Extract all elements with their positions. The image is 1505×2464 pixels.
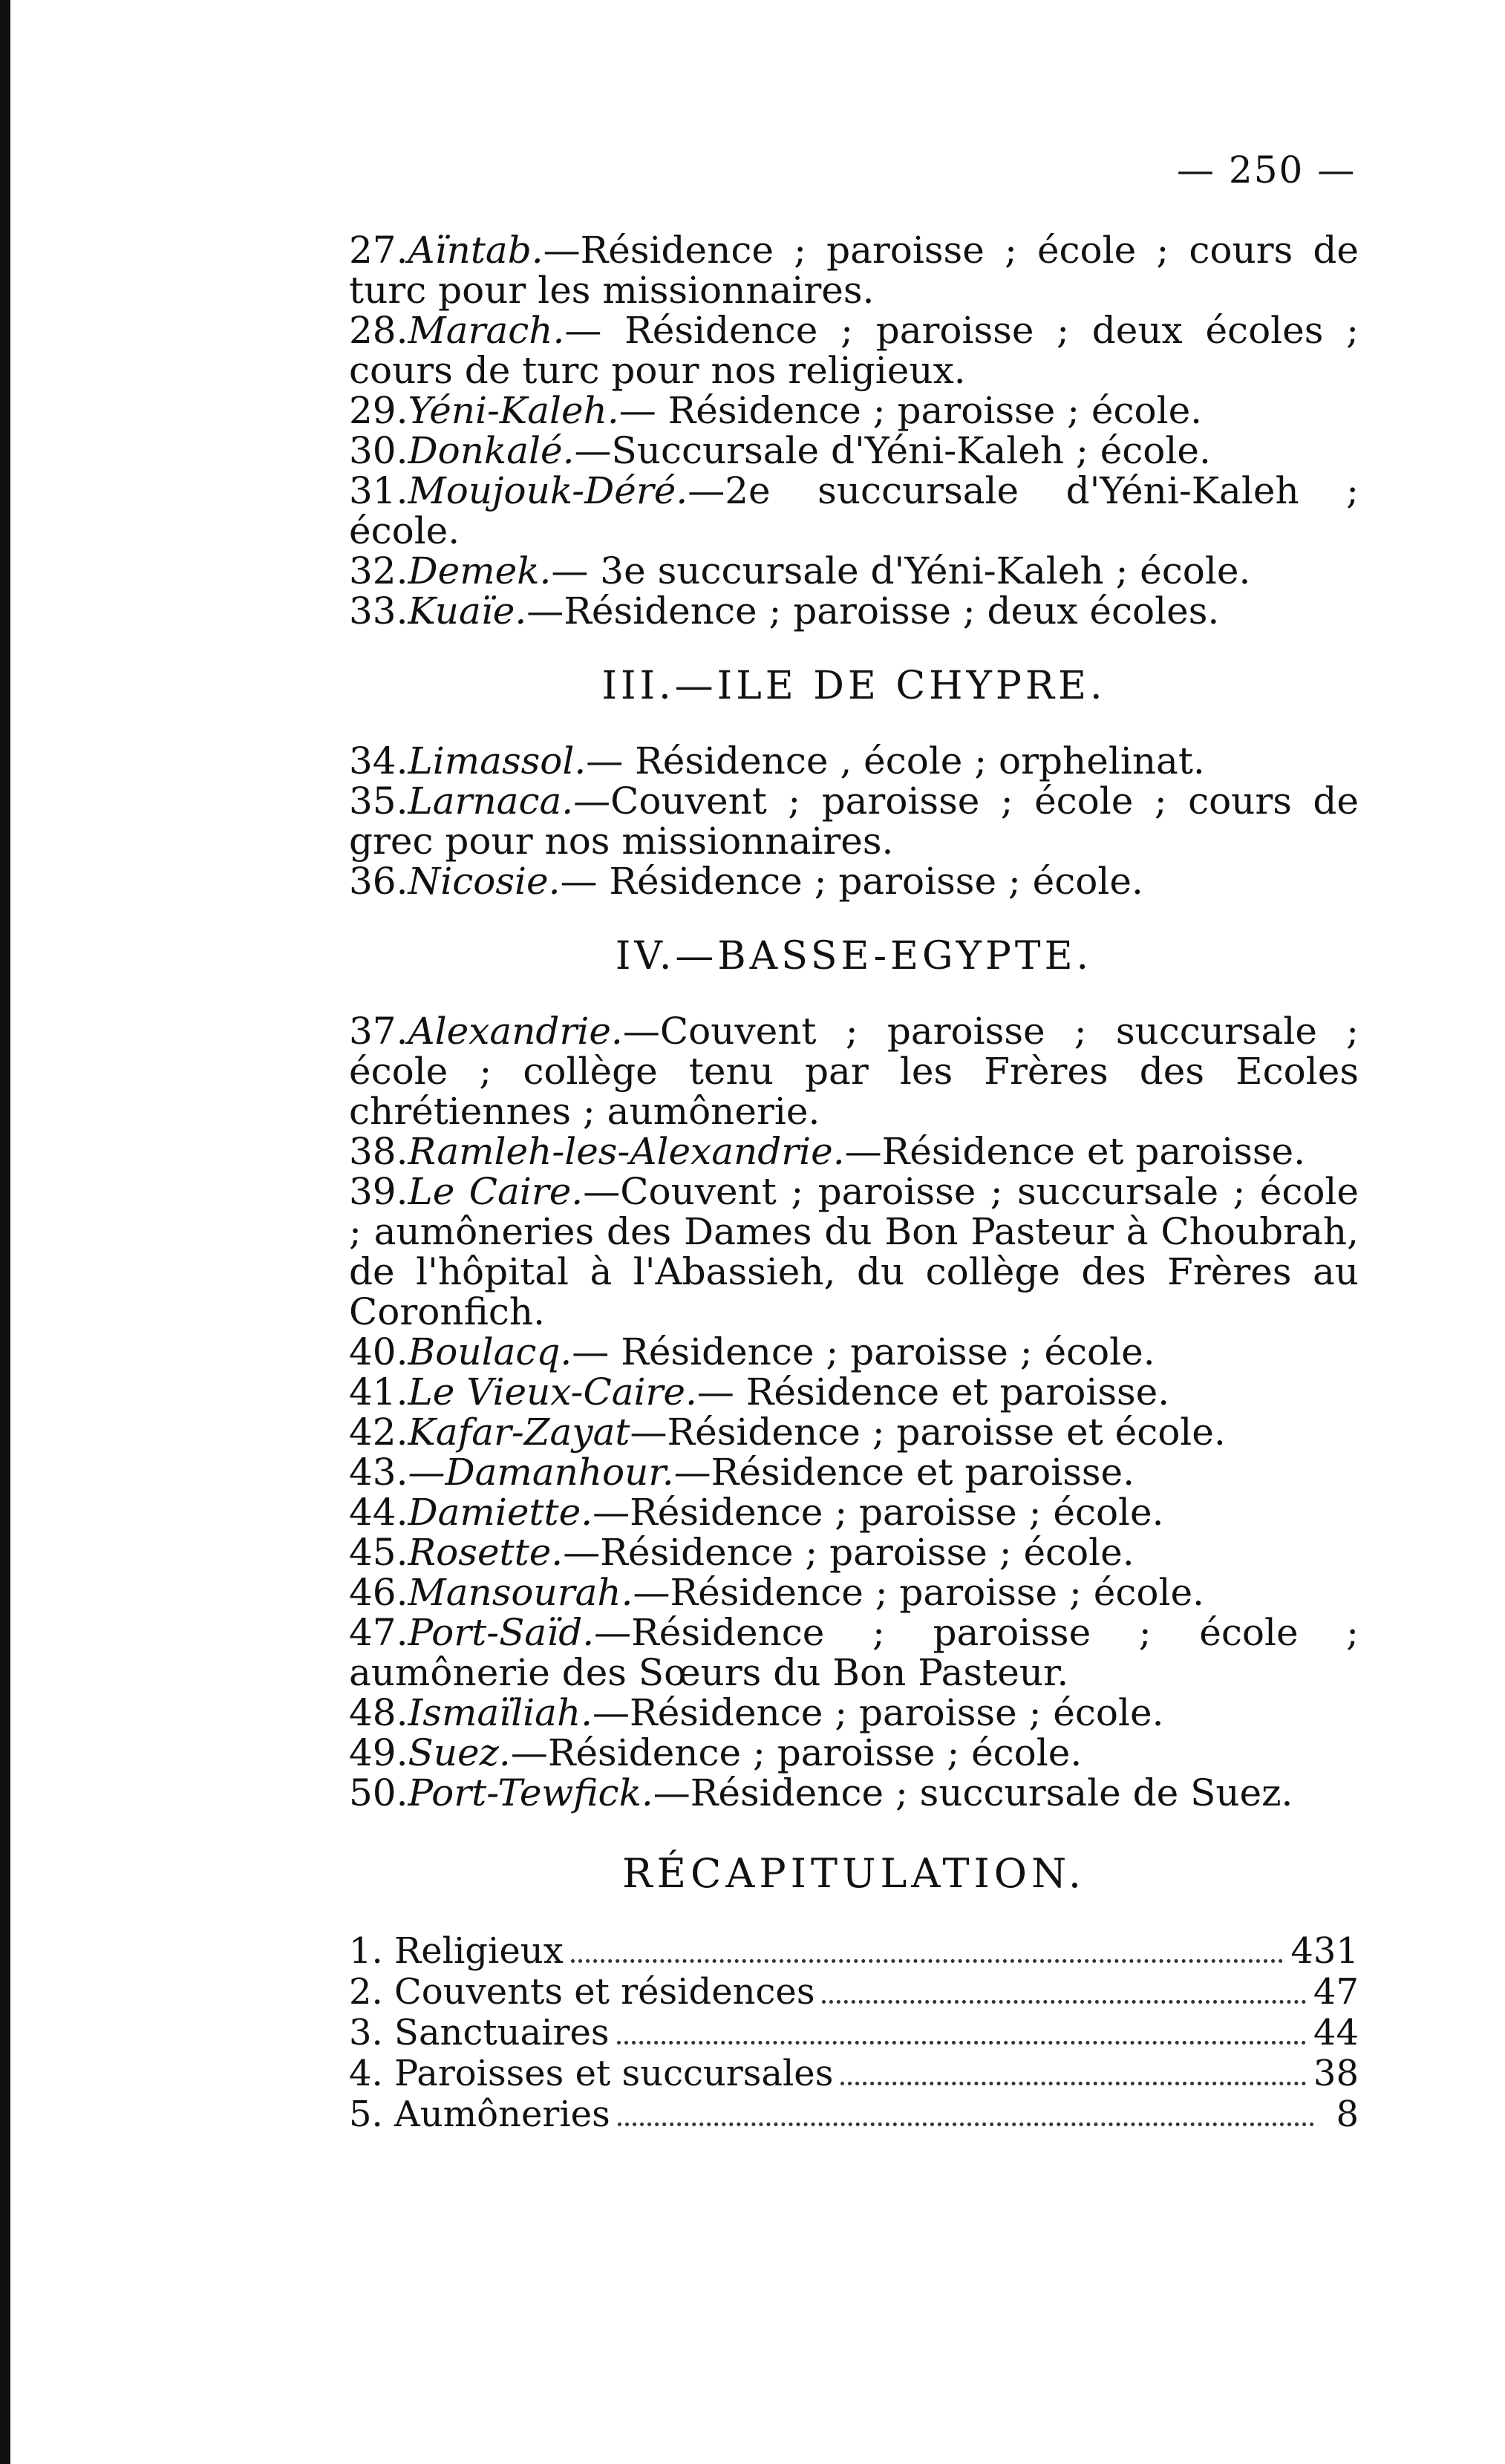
entry-place: Port-Saïd. bbox=[408, 1611, 595, 1654]
recap-value: 38 bbox=[1313, 2053, 1359, 2094]
entry-number: 38. bbox=[349, 1130, 408, 1173]
entry-number: 46. bbox=[349, 1571, 408, 1614]
section-heading-chypre: III.—ILE DE CHYPRE. bbox=[601, 664, 1106, 708]
recap-value: 44 bbox=[1313, 2012, 1359, 2053]
entry bbox=[349, 1131, 1359, 1171]
recap-value: 8 bbox=[1336, 2094, 1359, 2135]
entry bbox=[349, 1733, 1359, 1773]
entry-place: Aïntab. bbox=[408, 229, 543, 272]
entry bbox=[349, 741, 1359, 781]
entry-number: 35. bbox=[349, 780, 408, 823]
entry-place: Larnaca. bbox=[408, 780, 574, 823]
entry bbox=[349, 310, 1359, 390]
entry-text: —2e succursale d'Yéni-Kaleh ; école. bbox=[349, 469, 1359, 552]
entry-number: 45. bbox=[349, 1531, 408, 1574]
entry-place: Kafar-Zayat bbox=[408, 1411, 630, 1454]
entry bbox=[349, 1612, 1359, 1693]
recap-list bbox=[349, 1931, 1359, 2135]
entry bbox=[349, 431, 1359, 471]
entry-number: 49. bbox=[349, 1731, 408, 1774]
entry-number: 27. bbox=[349, 229, 408, 272]
entry-number: 28. bbox=[349, 309, 408, 352]
entry-place: Ramleh-les-Alexandrie. bbox=[408, 1130, 845, 1173]
entry-place: Alexandrie. bbox=[408, 1010, 623, 1053]
entry-number: 34. bbox=[349, 739, 408, 782]
entry-number: 33. bbox=[349, 589, 408, 633]
entry-text: —Résidence et paroisse. bbox=[673, 1451, 1135, 1494]
recap-label: 1. Religieux bbox=[349, 1930, 564, 1972]
entry bbox=[349, 230, 1359, 310]
entry-text: —Résidence ; paroisse ; école. bbox=[563, 1531, 1135, 1574]
entry-number: 39. bbox=[349, 1170, 408, 1213]
entry-text: —Résidence ; paroisse ; école ; aumônerie des Sœurs du Bon Pasteur. bbox=[349, 1611, 1359, 1694]
entry-block-1 bbox=[349, 230, 1359, 631]
entries bbox=[349, 230, 1359, 2135]
dot-leader bbox=[840, 2082, 1306, 2085]
entry-text: — Résidence , école ; orphelinat. bbox=[586, 739, 1205, 782]
entry-number: 37. bbox=[349, 1010, 408, 1053]
entry bbox=[349, 1171, 1359, 1332]
entry-number: 31. bbox=[349, 469, 408, 512]
entry-text: —Résidence ; paroisse ; école. bbox=[592, 1491, 1164, 1534]
entry-number: 50. bbox=[349, 1771, 408, 1814]
recap-title: RÉCAPITULATION. bbox=[621, 1850, 1086, 1897]
entry-text: — Résidence ; paroisse ; école. bbox=[618, 389, 1203, 432]
entry-text: —Résidence et paroisse. bbox=[844, 1130, 1306, 1173]
entry-place: Le Caire. bbox=[408, 1170, 584, 1213]
entry-text: —Résidence ; succursale de Suez. bbox=[653, 1771, 1293, 1814]
recap-value: 431 bbox=[1290, 1930, 1359, 1972]
recap-label: 2. Couvents et résidences bbox=[349, 1971, 815, 2013]
entry-place: Donkalé. bbox=[408, 429, 575, 472]
entry-place: Limassol. bbox=[408, 739, 587, 782]
entry-text: — Résidence et paroisse. bbox=[696, 1370, 1170, 1414]
entry bbox=[349, 471, 1359, 551]
entry bbox=[349, 1372, 1359, 1412]
entry-place: Port-Tewfick. bbox=[408, 1771, 653, 1814]
entry-number: 44. bbox=[349, 1491, 408, 1534]
recap-label: 5. Aumôneries bbox=[349, 2094, 610, 2135]
entry bbox=[349, 861, 1359, 901]
recap-label: 3. Sanctuaires bbox=[349, 2012, 610, 2053]
entry bbox=[349, 1532, 1359, 1572]
entry-place: Boulacq. bbox=[408, 1330, 572, 1373]
entry-place: Ismaïliah. bbox=[408, 1691, 593, 1734]
entry-place: Nicosie. bbox=[408, 860, 561, 903]
entry-place: Yéni-Kaleh. bbox=[408, 389, 619, 432]
entry-text: —Couvent ; paroisse ; école ; cours de grec pour nos missionnaires. bbox=[349, 780, 1359, 863]
entry-block-2 bbox=[349, 741, 1359, 901]
entry-text: —Couvent ; paroisse ; succursale ; école ; collège tenu par les Frères des Ecoles chrétiennes ; aumônerie. bbox=[349, 1010, 1359, 1133]
page-number: — 250 — bbox=[1177, 148, 1357, 192]
dot-leader bbox=[617, 2041, 1306, 2045]
entry-number: 30. bbox=[349, 429, 408, 472]
entry-number: 47. bbox=[349, 1611, 408, 1654]
entry-text: — Résidence ; paroisse ; deux écoles ; cours de turc pour nos religieux. bbox=[349, 309, 1359, 392]
entry-number: 40. bbox=[349, 1330, 408, 1373]
entry-text: — Résidence ; paroisse ; école. bbox=[560, 860, 1143, 903]
entry-number: 42. bbox=[349, 1411, 408, 1454]
recap-row bbox=[349, 2094, 1359, 2135]
entry-block-3 bbox=[349, 1011, 1359, 1813]
entry-place: —Damanhour. bbox=[408, 1451, 674, 1494]
entry bbox=[349, 1693, 1359, 1733]
entry-text: — Résidence ; paroisse ; école. bbox=[572, 1330, 1155, 1373]
entry-number: 41. bbox=[349, 1370, 408, 1414]
entry-place: Demek. bbox=[408, 549, 552, 592]
entry-text: —Résidence ; paroisse ; deux écoles. bbox=[526, 589, 1220, 633]
entry-place: Rosette. bbox=[408, 1531, 564, 1574]
entry-text: —Succursale d'Yéni-Kaleh ; école. bbox=[574, 429, 1211, 472]
recap-row bbox=[349, 2013, 1359, 2053]
entry-text: —Résidence ; paroisse ; école ; cours de turc pour les missionnaires. bbox=[349, 229, 1359, 312]
entry-place: Le Vieux-Caire. bbox=[408, 1370, 697, 1414]
binding-edge bbox=[0, 0, 10, 2464]
entry-text: —Résidence ; paroisse ; école. bbox=[592, 1691, 1164, 1734]
entry-place: Marach. bbox=[408, 309, 565, 352]
entry-place: Damiette. bbox=[408, 1491, 593, 1534]
entry bbox=[349, 1011, 1359, 1131]
entry-text: —Couvent ; paroisse ; succursale ; école ; aumôneries des Dames du Bon Pasteur à Choubrah, de l'hôpital à l'Abassieh, du collège des Frères au Coronfich. bbox=[349, 1170, 1359, 1333]
entry bbox=[349, 1332, 1359, 1372]
entry bbox=[349, 390, 1359, 431]
entry bbox=[349, 781, 1359, 861]
dot-leader bbox=[822, 2000, 1305, 2004]
entry-place: Suez. bbox=[408, 1731, 511, 1774]
entry-text: —Résidence ; paroisse ; école. bbox=[633, 1571, 1204, 1614]
entry-text: — 3e succursale d'Yéni-Kaleh ; école. bbox=[551, 549, 1251, 592]
recap-value: 47 bbox=[1313, 1971, 1359, 2013]
entry bbox=[349, 591, 1359, 631]
entry-number: 29. bbox=[349, 389, 408, 432]
entry-place: Kuaïe. bbox=[408, 589, 527, 633]
entry-place: Moujouk-Déré. bbox=[408, 469, 688, 512]
recap-row bbox=[349, 1972, 1359, 2013]
entry-text: —Résidence ; paroisse et école. bbox=[630, 1411, 1226, 1454]
entry bbox=[349, 1773, 1359, 1813]
entry-number: 36. bbox=[349, 860, 408, 903]
recap-row bbox=[349, 1931, 1359, 1972]
entry-number: 32. bbox=[349, 549, 408, 592]
entry-place: Mansourah. bbox=[408, 1571, 633, 1614]
entry-number: 43. bbox=[349, 1451, 408, 1494]
entry bbox=[349, 1572, 1359, 1612]
dot-leader bbox=[571, 1959, 1284, 1963]
entry bbox=[349, 1492, 1359, 1532]
dot-leader bbox=[618, 2122, 1314, 2126]
entry bbox=[349, 1412, 1359, 1452]
recap-row bbox=[349, 2053, 1359, 2094]
entry-number: 48. bbox=[349, 1691, 408, 1734]
entry-text: —Résidence ; paroisse ; école. bbox=[510, 1731, 1083, 1774]
recap-label: 4. Paroisses et succursales bbox=[349, 2053, 834, 2094]
section-heading-basse-egypte: IV.—BASSE-EGYPTE. bbox=[615, 934, 1093, 978]
entry bbox=[349, 1452, 1359, 1492]
entry bbox=[349, 551, 1359, 591]
